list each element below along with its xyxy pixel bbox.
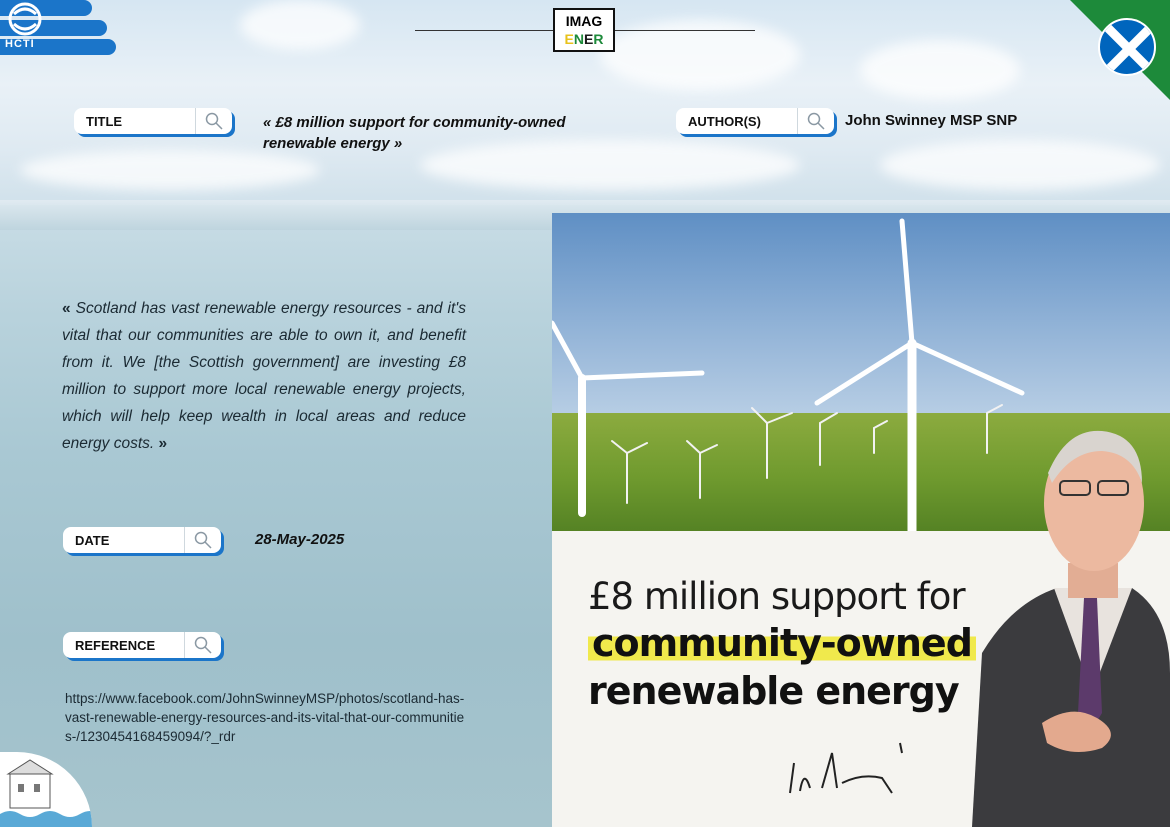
hcti-logo-text: HCTI: [5, 38, 35, 50]
imagener-logo-line1: IMAG: [565, 13, 603, 29]
author-search-icon[interactable]: [797, 108, 834, 134]
scotland-flag-icon: [1098, 18, 1156, 76]
hcti-logo: [0, 0, 120, 60]
author-label-text: AUTHOR(S): [688, 113, 761, 129]
quote-open-mark: «: [62, 300, 71, 317]
imagener-logo-line2: ENER: [564, 31, 604, 47]
reference-label: [63, 632, 221, 658]
reference-search-icon[interactable]: [184, 632, 221, 658]
title-value: « £8 million support for community-owned renewable energy »: [263, 114, 566, 152]
date-value: 28-May-2025: [255, 531, 345, 548]
image-headline-line1: £8 million support for: [588, 575, 965, 618]
author-value: John Swinney MSP SNP: [845, 112, 1018, 129]
title-label: [74, 108, 232, 134]
hcti-emblem-icon: [8, 2, 42, 36]
date-search-icon[interactable]: [184, 527, 221, 553]
author-label: [676, 108, 834, 134]
post-image: [552, 213, 1170, 827]
reference-label-text: REFERENCE: [75, 637, 156, 653]
signature-icon: [782, 733, 912, 803]
image-headline-line2: community-owned: [588, 621, 976, 665]
title-search-icon[interactable]: [195, 108, 232, 134]
quote-body: Scotland has vast renewable energy resources - and it's vital that our communities are able to own it, and benefit from it. We [the Scottish government] are investing £8 million to support more local renewable energy projects, which will help keep wealth in local areas and reduce energy costs.: [62, 300, 467, 452]
header-rule-right: [615, 30, 755, 31]
reference-link[interactable]: https://www.facebook.com/JohnSwinneyMSP/photos/scotland-has-vast-renewable-energy-resources-and-its-vital-that-our-communities-/1230454168459094/?_rdr: [65, 691, 465, 744]
date-label: [63, 527, 221, 553]
image-headline-line3: renewable energy: [588, 669, 959, 713]
imagener-logo: [553, 8, 615, 52]
person-photo: [972, 373, 1170, 827]
quote-text: [62, 295, 466, 457]
title-label-text: TITLE: [86, 113, 123, 129]
header-rule-left: [415, 30, 553, 31]
quote-close-mark: »: [158, 435, 168, 452]
date-label-text: DATE: [75, 532, 110, 548]
